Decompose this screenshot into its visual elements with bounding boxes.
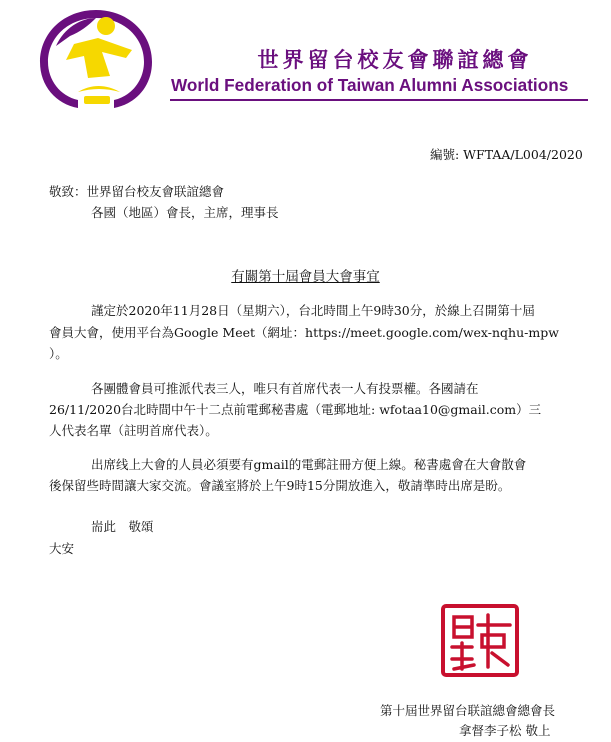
paragraph-3-line-1: 出席线上大會的人員必須要有gmail的電郵註冊方便上線。秘書處會在大會散會 — [91, 457, 527, 472]
closing-line-2: 大安 — [49, 541, 75, 556]
letter-subject: 有關第十屆會員大會事宜 — [231, 269, 380, 285]
closing-line-1: 耑此 敬頌 — [91, 519, 154, 534]
recipient-line-1: 敬致：世界留台校友會联誼總會 — [49, 184, 225, 199]
paragraph-1-line-1: 謹定於2020年11月28日（星期六），台北時間上午9時30分，於線上召開第十屆 — [91, 303, 535, 318]
org-name-en: World Federation of Taiwan Alumni Associations — [171, 75, 569, 95]
paragraph-1-line-2: 會員大會，使用平台為Google Meet（網址：https://meet.google.com/wex-nqhu-mpw — [49, 325, 559, 340]
paragraph-3-line-2: 後保留些時間讓大家交流。會議室將於上午9時15分開放進入，敬請準時出席是盼。 — [49, 478, 511, 493]
paragraph-1-line-3: ）。 — [49, 346, 68, 361]
paragraph-2-line-2: 26/11/2020台北時間中午十二点前電郵秘書處（電郵地址: wfotaa10@gmail.com）三 — [49, 402, 542, 417]
red-seal-stamp-icon — [440, 603, 520, 678]
reference-number: 編號: WFTAA/L004/2020 — [430, 147, 583, 162]
signature-title: 第十屆世界留台联誼總會總會長 — [380, 703, 556, 718]
letterhead-divider — [170, 99, 588, 101]
wftaa-logo-icon — [36, 6, 156, 110]
letterhead — [0, 0, 611, 115]
org-name-zh: 世界留台校友會聯誼總會 — [257, 48, 533, 72]
paragraph-2-line-1: 各團體會員可推派代表三人，唯只有首席代表一人有投票權。各國請在 — [91, 381, 479, 396]
paragraph-2-line-3: 人代表名單（註明首席代表）。 — [49, 423, 218, 438]
signature-name: 拿督李子松 敬上 — [459, 723, 551, 738]
recipient-line-2: 各國（地區）會長，主席，理事長 — [91, 205, 279, 220]
